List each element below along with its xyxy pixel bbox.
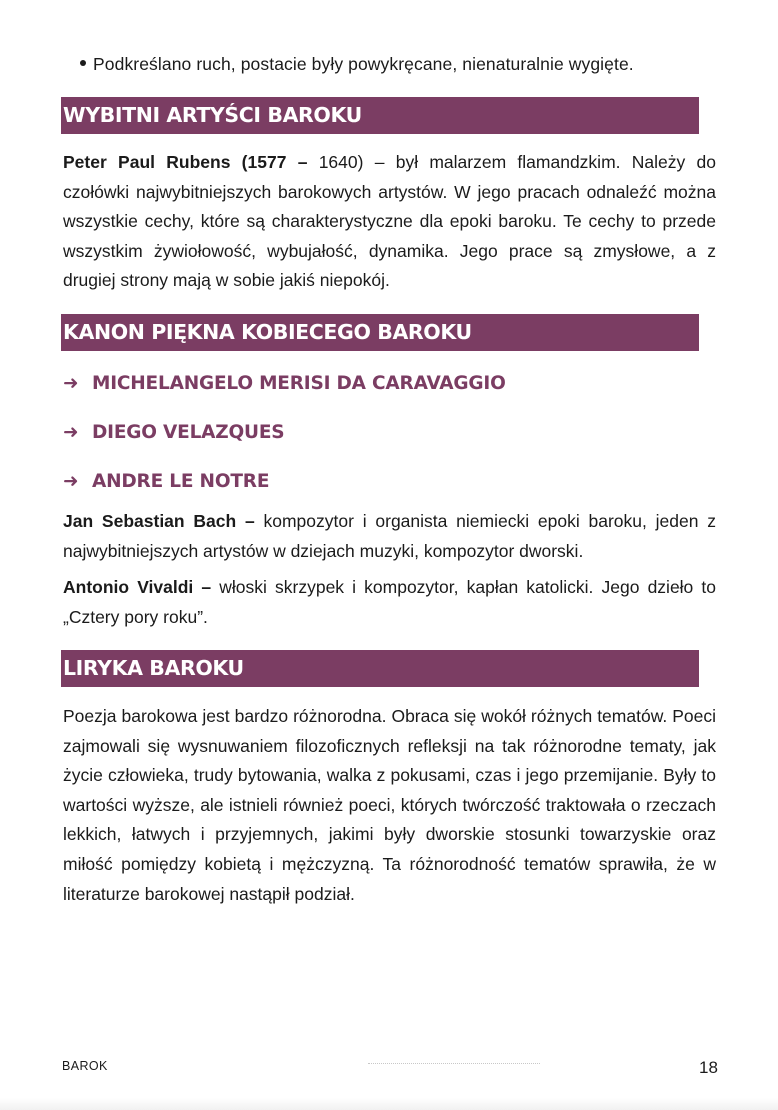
bach-text: kompozytor i organista niemiecki epoki baroku, jeden z najwybitniejszych artystów w dziejach muzyki, kompozytor dworski.: [63, 511, 716, 561]
arrow-item-label: ANDRE LE NOTRE: [92, 471, 270, 492]
arrow-item-le-notre: [63, 469, 703, 495]
footer-title: BAROK: [62, 1059, 108, 1073]
vivaldi-name: Antonio Vivaldi –: [63, 577, 212, 597]
arrow-item-label: MICHELANGELO MERISI DA CARAVAGGIO: [92, 373, 506, 394]
vivaldi-text: włoski skrzypek i kompozytor, kapłan katolicki. Jego dzieło to „Cztery pory roku”.: [63, 577, 716, 627]
footer-divider: [368, 1063, 540, 1065]
bullet-dot-icon: [80, 60, 86, 66]
arrow-right-icon: ➜: [63, 422, 79, 443]
bullet-item: [80, 52, 720, 76]
paragraph-rubens: [63, 148, 716, 296]
section-header-lyric: LIRYKA BAROKU: [61, 650, 699, 687]
section-header-artists: WYBITNI ARTYŚCI BAROKU: [61, 97, 699, 134]
arrow-item-caravaggio: [63, 371, 703, 397]
arrow-item-velazques: [63, 420, 703, 446]
arrow-item-label: DIEGO VELAZQUES: [92, 422, 285, 443]
paragraph-vivaldi: [63, 573, 716, 632]
section-header-beauty: KANON PIĘKNA KOBIECEGO BAROKU: [61, 314, 699, 351]
arrow-right-icon: ➜: [63, 471, 79, 492]
page-bottom-shade: [0, 1098, 778, 1110]
rubens-name: Peter Paul Rubens (1577 –: [63, 152, 308, 172]
arrow-right-icon: ➜: [63, 373, 79, 394]
rubens-text: 1640) – był malarzem flamandzkim. Należy do czołówki najwybitniejszych barokowych artystów. W jego pracach odnaleźć można wszystkie cechy, które są charakterystyczne dla epoki baroku. Te cechy to przede wszystkim żywiołowość, wybujałość, dynamika. Jego prace są zmysłowe, a z drugiej strony mają w sobie jakiś niepokój.: [63, 152, 716, 291]
paragraph-bach: [63, 507, 716, 566]
paragraph-lyric: Poezja barokowa jest bardzo różnorodna. Obraca się wokół różnych tematów. Poeci zajmowali się wysnuwaniem filozoficznych refleksji na tak różnorodne tematy, jak życie człowieka, trudy bytowania, walka z pokusami, czas i jego przemijanie. Były to wartości wyższe, ale istnieli również poeci, których twórczość traktowała o rzeczach lekkich, łatwych i przyjemnych, jakimi były dworskie stosunki towarzyskie oraz miłość pomiędzy kobietą i mężczyzną. Ta różnorodność tematów sprawiła, że w literaturze barokowej nastąpił podział.: [63, 706, 716, 904]
bullet-text: Podkreślano ruch, postacie były powykręcane, nienaturalnie wygięte.: [93, 54, 634, 74]
page-number: 18: [699, 1058, 718, 1077]
bach-name: Jan Sebastian Bach –: [63, 511, 255, 531]
